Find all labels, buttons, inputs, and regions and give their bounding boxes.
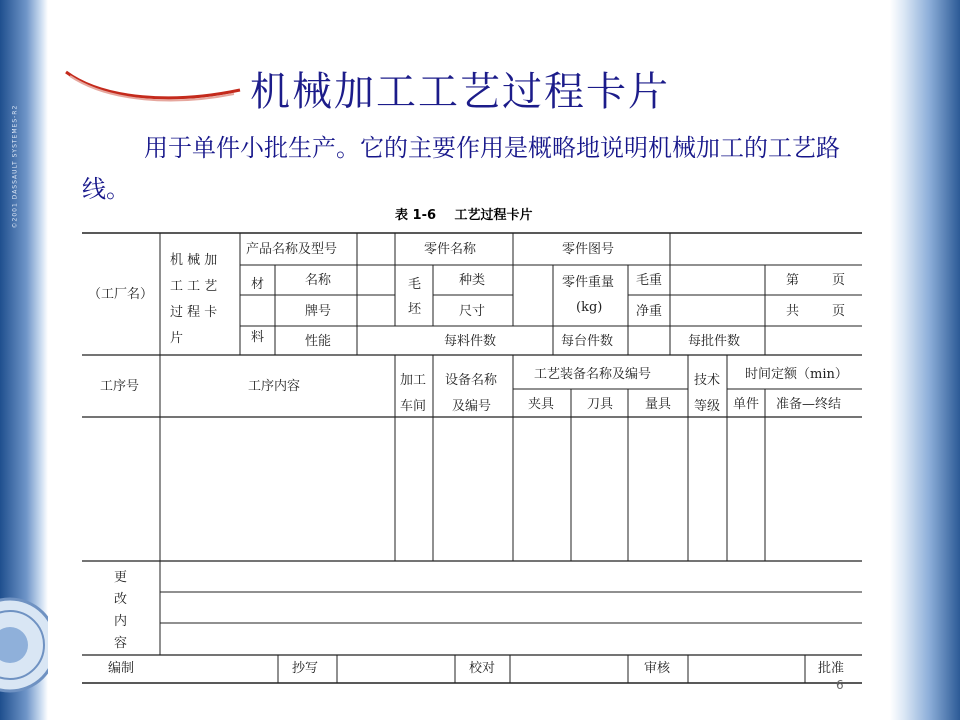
table-number: 表 1-6 [395, 208, 437, 223]
blank-label-2: 坯 [408, 302, 422, 317]
material-name-label: 名称 [305, 273, 332, 288]
qty-per-batch-label: 每批件数 [688, 334, 741, 349]
fixture-label: 夹具 [528, 397, 555, 412]
card-title-block: 机 械 加 工 工 艺 过 程 卡 片 [170, 253, 218, 346]
part-weight-label: 零件重量 [562, 275, 615, 290]
reviewed-label: 审核 [644, 661, 671, 676]
prep-time-label: 准备—终结 [776, 397, 842, 412]
table-caption-title: 工艺过程卡片 [454, 208, 533, 223]
total-pages-suffix: 页 [832, 304, 846, 319]
part-name-label: 零件名称 [424, 242, 477, 257]
intro-paragraph: 用于单件小批生产。它的主要作用是概略地说明机械加工的工艺路线。 [82, 134, 840, 203]
material-label-2: 料 [251, 330, 265, 345]
net-weight-label: 净重 [636, 304, 663, 319]
material-grade-label: 牌号 [305, 304, 332, 319]
material-properties-label: 性能 [305, 334, 332, 349]
tooling-header-label: 工艺装备名称及编号 [534, 367, 652, 382]
product-name-model-label: 产品名称及型号 [246, 242, 338, 257]
total-pages-prefix: 共 [786, 304, 800, 319]
compiled-label: 编制 [108, 661, 135, 676]
gauge-label: 量具 [645, 397, 672, 412]
page-number: 6 [836, 678, 844, 692]
copied-label: 抄写 [292, 661, 319, 676]
qty-per-material-label: 每料件数 [444, 334, 497, 349]
blank-size-label: 尺寸 [459, 304, 486, 319]
factory-name: （工厂名） [88, 287, 154, 302]
page-no-prefix: 第 [786, 273, 800, 288]
equipment-label: 设备名称 及编号 [445, 373, 498, 414]
checked-label: 校对 [469, 661, 496, 676]
change-content-label: 更 改 内 容 [114, 570, 128, 651]
skill-level-label: 技术 等级 [694, 373, 721, 414]
blank-kind-label: 种类 [459, 273, 486, 288]
vertical-brand-text: ©2001 DASSAULT SYSTEMES-R2 [11, 104, 19, 229]
part-drawing-no-label: 零件图号 [562, 242, 615, 257]
approved-label: 批准 [818, 661, 845, 676]
unit-time-label: 单件 [733, 397, 760, 412]
gross-weight-label: 毛重 [636, 273, 663, 288]
time-quota-label: 时间定额（min） [745, 367, 848, 382]
slide-title: 机械加工工艺过程卡片 [250, 69, 670, 115]
workshop-label: 加工 车间 [400, 373, 427, 414]
cutter-label: 刀具 [587, 397, 614, 412]
process-no-label: 工序号 [100, 379, 140, 394]
qty-per-unit-label: 每台件数 [561, 334, 614, 349]
page-no-suffix: 页 [832, 273, 846, 288]
weight-unit-label: (kg) [576, 300, 603, 315]
material-label-1: 材 [251, 277, 265, 292]
process-content-label: 工序内容 [248, 379, 301, 394]
blank-label-1: 毛 [408, 277, 422, 292]
